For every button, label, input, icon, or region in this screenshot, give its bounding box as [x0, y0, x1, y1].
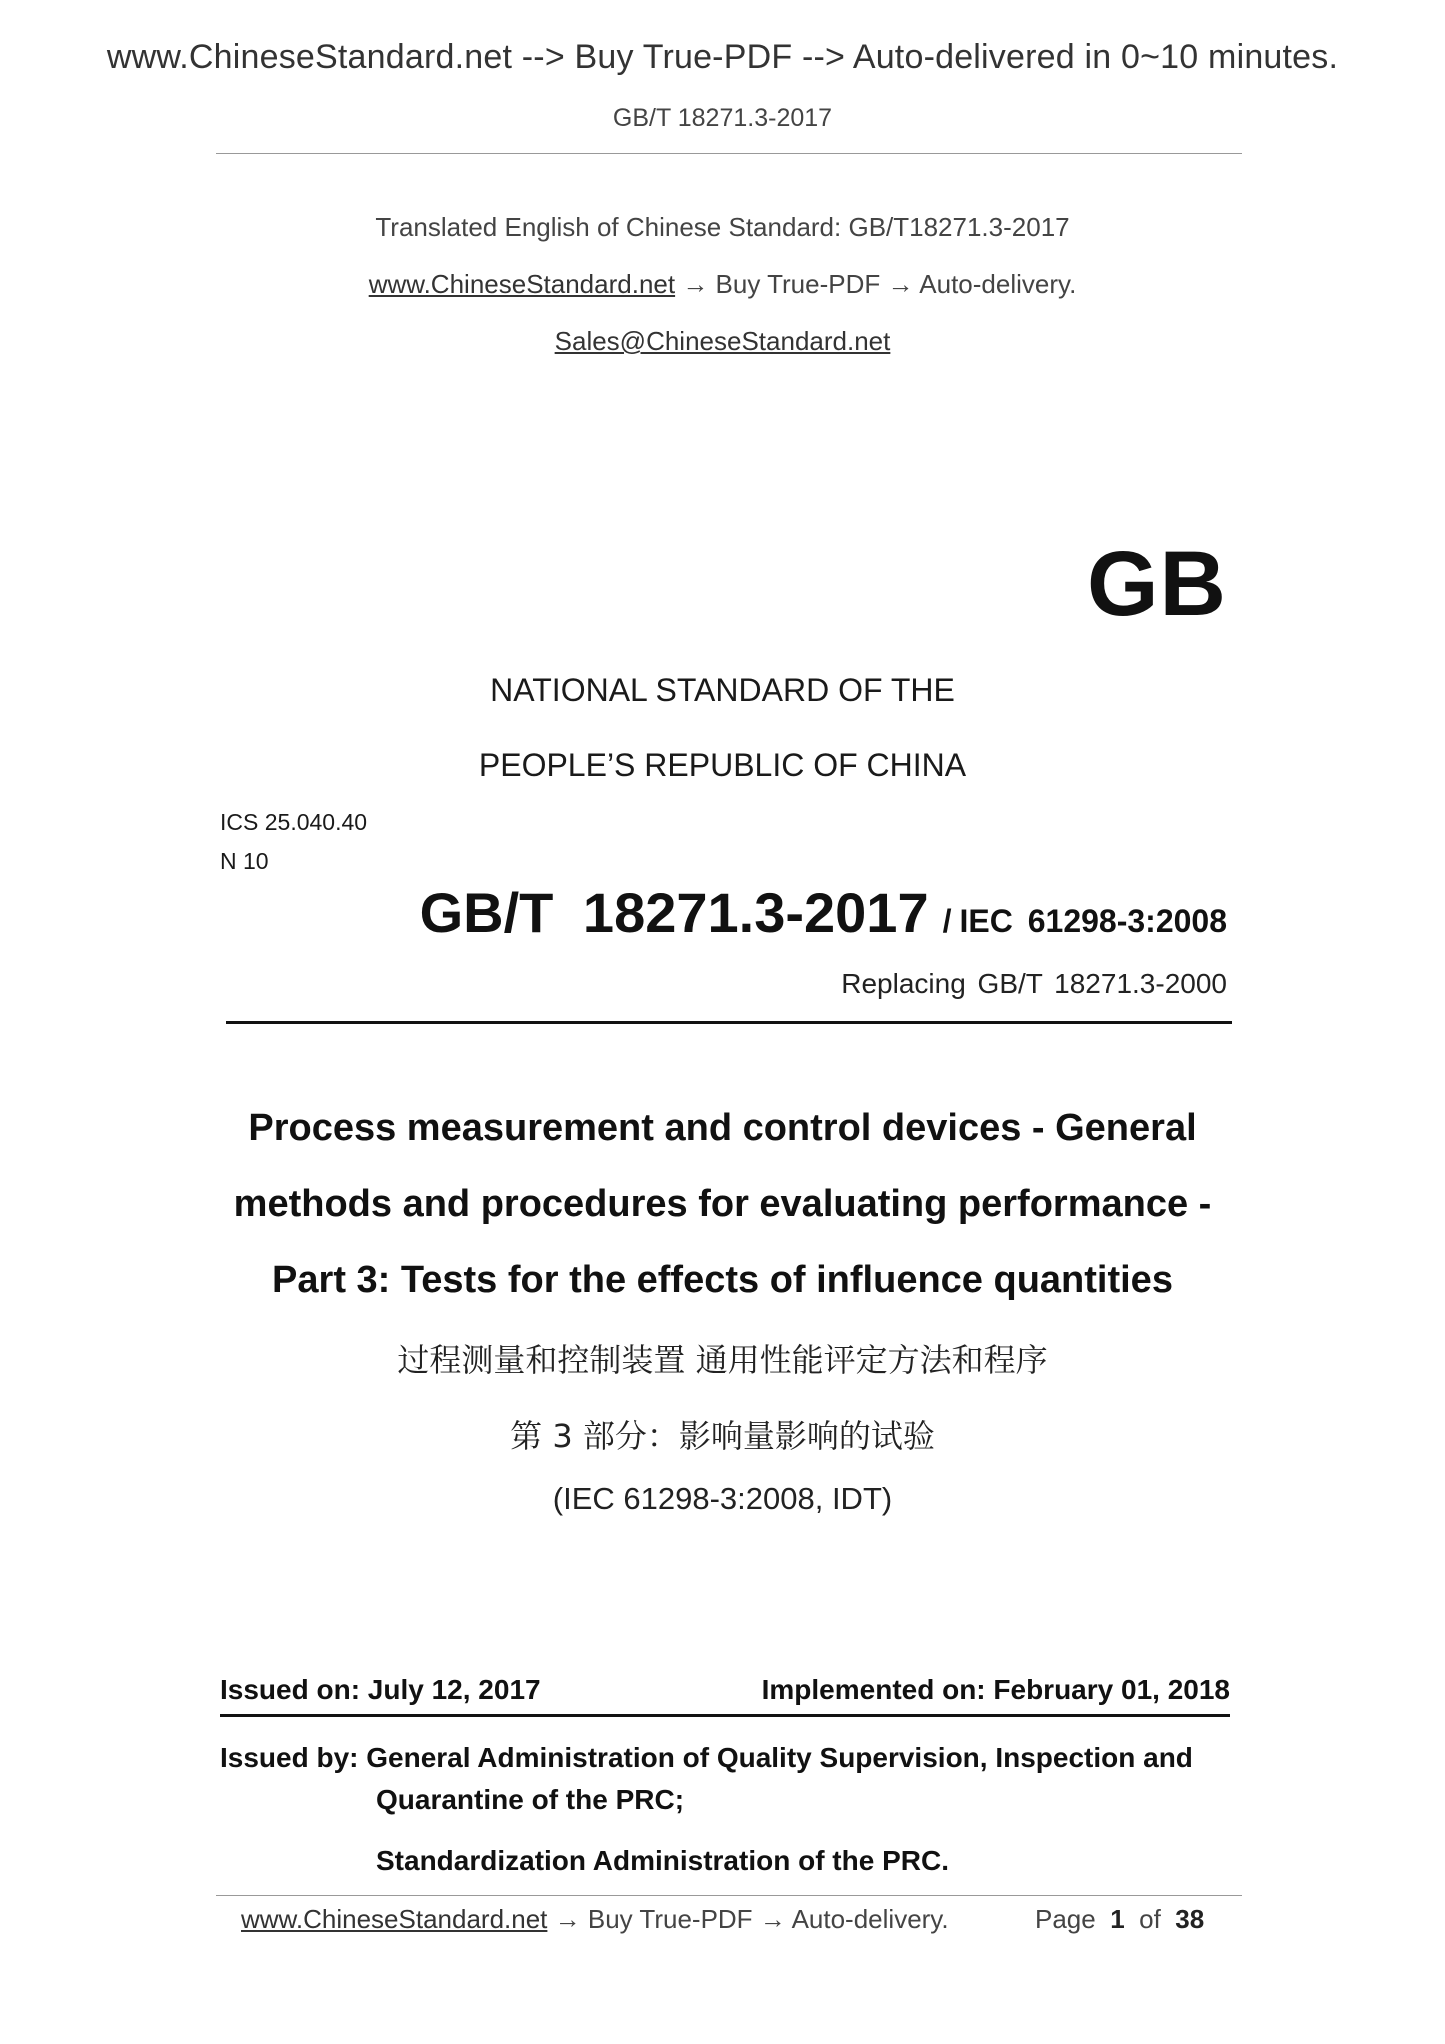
page-of: of [1139, 1904, 1161, 1934]
issued-on: Issued on: July 12, 2017 [220, 1674, 541, 1705]
issued-by-line1: Issued by: General Administration of Quality Supervision, Inspection and [220, 1742, 1193, 1773]
footer-divider [216, 1895, 1242, 1896]
issued-by-line3: Standardization Administration of the PRC. [376, 1845, 949, 1876]
page-current: 1 [1110, 1904, 1125, 1934]
site-link[interactable]: www.ChineseStandard.net [368, 269, 676, 299]
email-line [0, 326, 1445, 357]
replacing-note: Replacing GB/T 18271.3-2000 [841, 968, 1227, 999]
national-standard-line2: PEOPLE’S REPUBLIC OF CHINA [478, 747, 967, 783]
page-label: Page [1035, 1904, 1096, 1934]
footer-site-text: → Buy True-PDF → Auto-delivery. [547, 1904, 949, 1934]
iec-code: IEC 61298-3:2008 [959, 903, 1227, 939]
site-line [0, 269, 1445, 300]
title-line1: Process measurement and control devices - General [248, 1107, 1197, 1149]
page-total: 38 [1175, 1904, 1205, 1934]
idt-note: (IEC 61298-3:2008, IDT) [552, 1481, 893, 1516]
top-banner: www.ChineseStandard.net --> Buy True-PDF --> Auto-delivered in 0~10 minutes. [106, 38, 1339, 76]
title-line2: methods and procedures for evaluating performance - [233, 1183, 1212, 1225]
gb-mark: GB [1087, 533, 1227, 635]
ics-code: ICS 25.040.40 [220, 809, 368, 835]
issue-divider [220, 1714, 1230, 1717]
standard-number-line [420, 880, 1227, 945]
footer-site-link[interactable]: www.ChineseStandard.net [241, 1904, 548, 1934]
cover-divider [226, 1021, 1232, 1024]
footer-site-line [241, 1904, 949, 1935]
header-standard-code: GB/T 18271.3-2017 [612, 104, 833, 132]
chinese-title-line1: 过程测量和控制装置 通用性能评定方法和程序 [397, 1341, 1048, 1379]
chinese-title-line2: 第 3 部分：影响量影响的试验 [510, 1417, 935, 1455]
implemented-on: Implemented on: February 01, 2018 [761, 1674, 1230, 1705]
standard-code: GB/T 18271.3-2017 [419, 881, 929, 944]
issued-by-line2: Quarantine of the PRC; [376, 1784, 685, 1815]
translated-notice: Translated English of Chinese Standard: GB/T18271.3-2017 [375, 212, 1070, 242]
site-line-text: → Buy True-PDF → Auto-delivery. [675, 269, 1077, 299]
page-indicator [1035, 1904, 1204, 1935]
email-link[interactable]: Sales@ChineseStandard.net [554, 326, 891, 356]
title-line3: Part 3: Tests for the effects of influence quantities [272, 1259, 1173, 1301]
standard-slash: / [942, 903, 952, 939]
national-standard-line1: NATIONAL STANDARD OF THE [490, 672, 955, 708]
header-divider [216, 153, 1242, 154]
n-code: N 10 [220, 848, 269, 874]
